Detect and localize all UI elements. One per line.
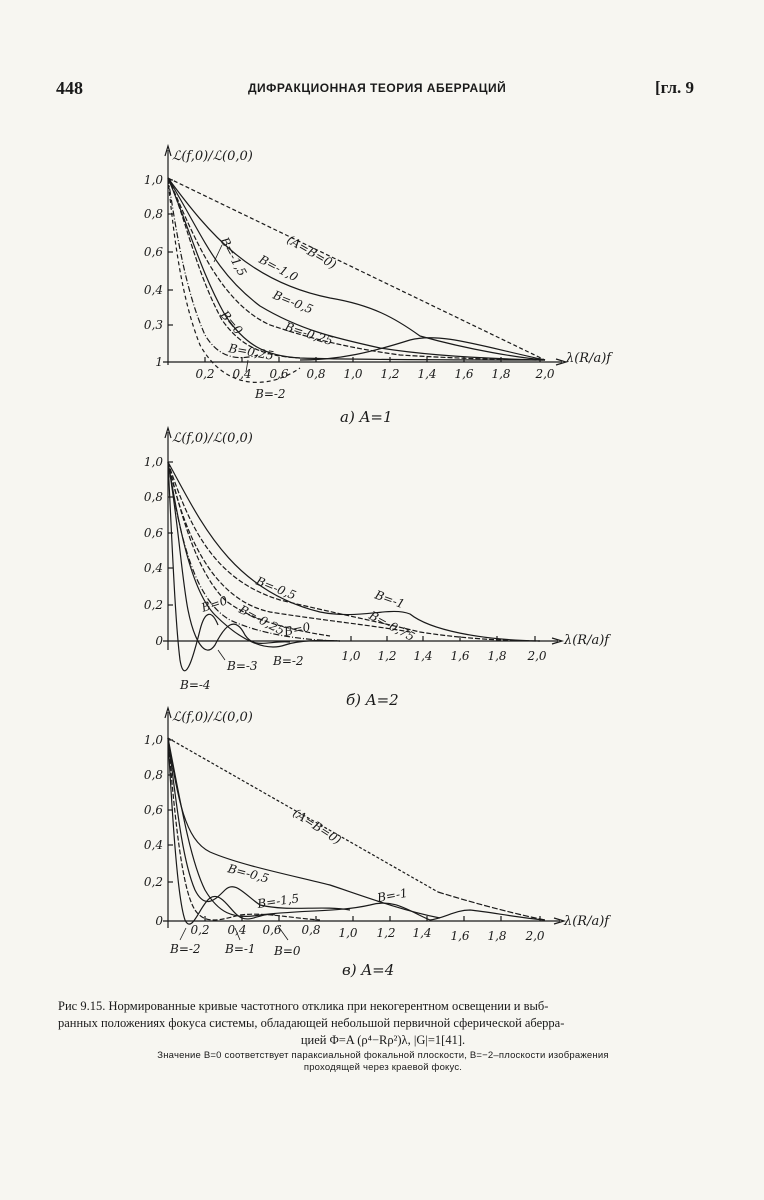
xtick: 1,8 (487, 649, 507, 663)
ytick: 1,0 (143, 455, 163, 469)
curve-label: B=0 (282, 619, 312, 639)
ytick: 0,8 (143, 768, 163, 782)
curve-b-b-minus-1 (168, 462, 540, 641)
xtick: 1,4 (412, 926, 432, 940)
ytick: 0,2 (143, 875, 163, 889)
ytick: 0 (155, 914, 163, 928)
ytick: 0,8 (143, 207, 163, 221)
note-line: Значение B=0 соответствует параксиальной фокальной плоскости, B=−2–плоскости изображения (157, 1050, 609, 1061)
xtick: 0,8 (301, 923, 321, 937)
running-title: ДИФРАКЦИОННАЯ ТЕОРИЯ АБЕРРАЦИЙ (248, 81, 507, 95)
xtick: 2,0 (527, 649, 547, 663)
panel-b-ylabel: ℒ(f,0)/ℒ(0,0) (172, 431, 253, 446)
ytick: 1 (155, 355, 163, 369)
curve-c-b-minus-1 (168, 738, 545, 920)
xtick: 0,6 (269, 367, 289, 381)
panel-a-xlabel: λ(R/a)f (566, 351, 612, 366)
xtick: 0,8 (306, 367, 326, 381)
curve-label: (A=B=0) (290, 805, 344, 848)
ytick: 0,4 (143, 561, 163, 575)
panel-c-ylabel: ℒ(f,0)/ℒ(0,0) (172, 710, 253, 725)
xtick: 1,0 (341, 649, 361, 663)
curve-label: B=-0,25 (236, 602, 288, 638)
xtick: 1,8 (491, 367, 511, 381)
xtick: 1,6 (450, 649, 470, 663)
curve-label: B=-1 (376, 885, 409, 905)
panel-b (163, 428, 562, 671)
xtick: 1,4 (417, 367, 437, 381)
ytick: 0,4 (143, 838, 163, 852)
caption-line: цией Φ=A (ρ⁴−Rρ²)λ, |G|=1[41]. (300, 1033, 466, 1047)
caption-line: ранных положениях фокуса системы, обладающей небольшой первичной сферической аберра- (58, 1016, 565, 1030)
page-number: 448 (56, 78, 83, 98)
xtick: 1,2 (376, 926, 396, 940)
xtick: 0,6 (262, 923, 282, 937)
ytick: 0,3 (143, 318, 163, 332)
curve-label: B=-2 (273, 654, 304, 668)
ytick: 0 (155, 634, 163, 648)
curve-label: (A=B=0) (284, 232, 339, 272)
curve-label: B=-0,75 (366, 608, 418, 644)
xtick: 0,4 (232, 367, 252, 381)
curve-label: B=-0,5 (253, 573, 299, 603)
note-line: проходящей через краевой фокус. (303, 1062, 463, 1073)
xtick: 1,4 (413, 649, 433, 663)
curve-label: B=0 (217, 307, 246, 338)
xtick: 1,8 (487, 929, 507, 943)
ytick: 0,4 (143, 283, 163, 297)
ytick: 0,6 (143, 526, 163, 540)
ytick: 0,6 (143, 245, 163, 259)
xtick: 0,2 (190, 923, 210, 937)
curve-label: B=-1,5 (256, 891, 301, 911)
caption-line: Рис 9.15. Нормированные кривые частотного отклика при некогерентном освещении и выб- (58, 999, 549, 1013)
curve-label: B=0,25 (227, 341, 275, 363)
chapter-label: [гл. 9 (655, 78, 695, 97)
panel-a-label: a) A=1 (340, 408, 393, 426)
curve-label: B=0 (199, 593, 230, 615)
panel-b-label: б) A=2 (346, 691, 399, 709)
ytick: 1,0 (143, 733, 163, 747)
curve-label: B=-0,5 (270, 287, 316, 317)
curve-label: B=-1,5 (217, 234, 250, 279)
xtick: 1,0 (338, 926, 358, 940)
xtick: 1,2 (380, 367, 400, 381)
curve-label: B=-1,0 (256, 252, 301, 285)
xtick: 0,4 (227, 923, 247, 937)
ytick: 0,6 (143, 803, 163, 817)
panel-c (163, 708, 564, 940)
figure-caption (58, 998, 708, 1049)
curve-label: B=-4 (180, 678, 211, 692)
panel-c-label: в) A=4 (342, 961, 395, 979)
xtick: 1,0 (343, 367, 363, 381)
curve-label: B=-2 (170, 942, 201, 956)
xtick: 0,2 (195, 367, 215, 381)
curve-label: B=0 (274, 944, 301, 958)
ytick: 0,8 (143, 490, 163, 504)
ytick: 0,2 (143, 598, 163, 612)
curve-label: B=-1 (372, 587, 407, 612)
panel-a (163, 146, 566, 382)
ytick: 1,0 (143, 173, 163, 187)
curve-label: B=-3 (227, 659, 258, 673)
curve-label: B=-2 (255, 387, 286, 401)
panel-b-xlabel: λ(R/a)f (564, 633, 610, 648)
panel-c-xlabel: λ(R/a)f (564, 914, 610, 929)
curve-label: B=-1 (225, 942, 256, 956)
curve-label: B=-0,5 (226, 861, 271, 886)
caption-note (58, 1050, 708, 1074)
curve-a-aberration-free (168, 178, 545, 360)
xtick: 2,0 (535, 367, 555, 381)
xtick: 1,6 (454, 367, 474, 381)
xtick: 1,2 (377, 649, 397, 663)
curve-label: B=-0,25 (283, 319, 335, 349)
xtick: 2,0 (525, 929, 545, 943)
panel-a-ylabel: ℒ(f,0)/ℒ(0,0) (172, 149, 253, 164)
xtick: 1,6 (450, 929, 470, 943)
